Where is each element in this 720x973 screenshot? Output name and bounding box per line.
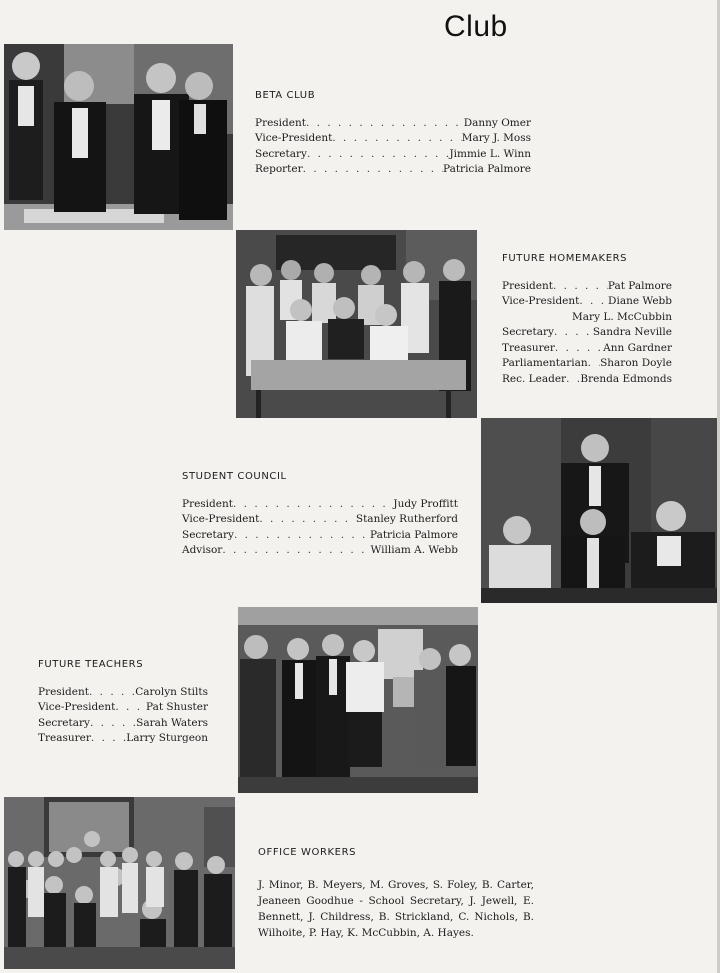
officer-role: Reporter bbox=[255, 163, 303, 175]
officer-row bbox=[38, 731, 208, 747]
officer-name: Sharon Doyle bbox=[600, 357, 672, 369]
officer-name: Larry Sturgeon bbox=[126, 732, 208, 744]
officer-row bbox=[502, 372, 672, 388]
officer-name: Stanley Rutherford bbox=[355, 513, 458, 525]
officer-row bbox=[255, 162, 531, 178]
officer-role: Secretary bbox=[182, 528, 234, 541]
office-workers-section bbox=[258, 845, 534, 941]
officer-role: President bbox=[502, 279, 553, 292]
officer-row bbox=[502, 279, 672, 295]
officer-row bbox=[502, 294, 672, 310]
beta-club-section bbox=[255, 88, 531, 178]
officer-name: Patricia Palmore bbox=[369, 528, 458, 541]
officer-name: Ann Gardner bbox=[603, 341, 672, 354]
office-workers-members: J. Minor, B. Meyers, M. Groves, S. Foley, B. Carter, Jeaneen Goodhue - School Secretary, J. Jewell, E. Bennett, J. Childress, B. Strickland, C. Nichols, B. Wilhoite, P. Hay, K. McCubbin, A. Hayes. bbox=[258, 878, 534, 939]
officer-row bbox=[502, 310, 672, 326]
officer-row bbox=[255, 147, 531, 163]
officer-row bbox=[502, 356, 672, 372]
officer-name: Carolyn Stilts bbox=[135, 685, 208, 698]
officer-row bbox=[255, 116, 531, 132]
future-teachers-photo bbox=[238, 607, 478, 793]
officer-row bbox=[182, 497, 458, 513]
officer-row bbox=[182, 543, 458, 559]
officer-row bbox=[502, 325, 672, 341]
future-homemakers-photo bbox=[236, 230, 477, 418]
officer-row bbox=[255, 131, 531, 147]
officer-row bbox=[38, 700, 208, 716]
officer-role: President bbox=[38, 685, 89, 698]
officer-role: Rec. Leader bbox=[502, 372, 567, 385]
officer-row bbox=[38, 685, 208, 701]
officer-role: President bbox=[255, 116, 306, 129]
student-council-section bbox=[182, 469, 458, 559]
future-teachers-section bbox=[38, 657, 208, 747]
officer-name: Mary J. Moss bbox=[461, 132, 531, 144]
future-homemakers-heading: FUTURE HOMEMAKERS bbox=[502, 253, 628, 264]
officer-row bbox=[182, 512, 458, 528]
officer-role: Treasurer bbox=[38, 732, 91, 744]
officer-role: Secretary bbox=[502, 326, 554, 338]
officer-row bbox=[38, 716, 208, 732]
officer-role: Vice-President bbox=[255, 132, 333, 144]
officer-name: Jimmie L. Winn bbox=[449, 147, 531, 160]
officer-role: Parliamentarian bbox=[502, 357, 588, 369]
officer-role: Advisor bbox=[182, 544, 223, 556]
officer-role: Treasurer bbox=[502, 341, 555, 354]
officer-role: Vice-President bbox=[38, 701, 116, 713]
officer-role: Vice-President bbox=[182, 513, 260, 525]
office-workers-photo bbox=[4, 797, 235, 969]
beta-club-photo bbox=[4, 44, 233, 230]
officer-name: Brenda Edmonds bbox=[580, 372, 672, 385]
officer-name: Judy Proffitt bbox=[393, 497, 458, 510]
student-council-heading: STUDENT COUNCIL bbox=[182, 471, 287, 482]
officer-name: Sarah Waters bbox=[136, 716, 208, 729]
officer-name: Mary L. McCubbin bbox=[572, 310, 672, 323]
office-workers-heading: OFFICE WORKERS bbox=[258, 847, 357, 858]
officer-name: Pat Palmore bbox=[607, 279, 672, 292]
student-council-photo bbox=[481, 418, 717, 603]
officer-role: President bbox=[182, 497, 233, 510]
officer-name: Sandra Neville bbox=[592, 326, 672, 338]
officer-row bbox=[182, 528, 458, 544]
page-title: Club bbox=[444, 10, 508, 43]
officer-name: Danny Omer bbox=[463, 116, 531, 129]
officer-name: Diane Webb bbox=[608, 295, 672, 307]
officer-role: Vice-President bbox=[502, 295, 580, 307]
officer-name: William A. Webb bbox=[370, 544, 458, 556]
beta-club-heading: BETA CLUB bbox=[255, 90, 316, 101]
officer-role: Secretary bbox=[255, 147, 307, 160]
future-homemakers-section bbox=[502, 251, 672, 387]
officer-name: Pat Shuster bbox=[146, 701, 208, 713]
future-teachers-heading: FUTURE TEACHERS bbox=[38, 659, 144, 670]
officer-row bbox=[502, 341, 672, 357]
officer-role: Secretary bbox=[38, 716, 90, 729]
officer-name: Patricia Palmore bbox=[442, 163, 531, 175]
